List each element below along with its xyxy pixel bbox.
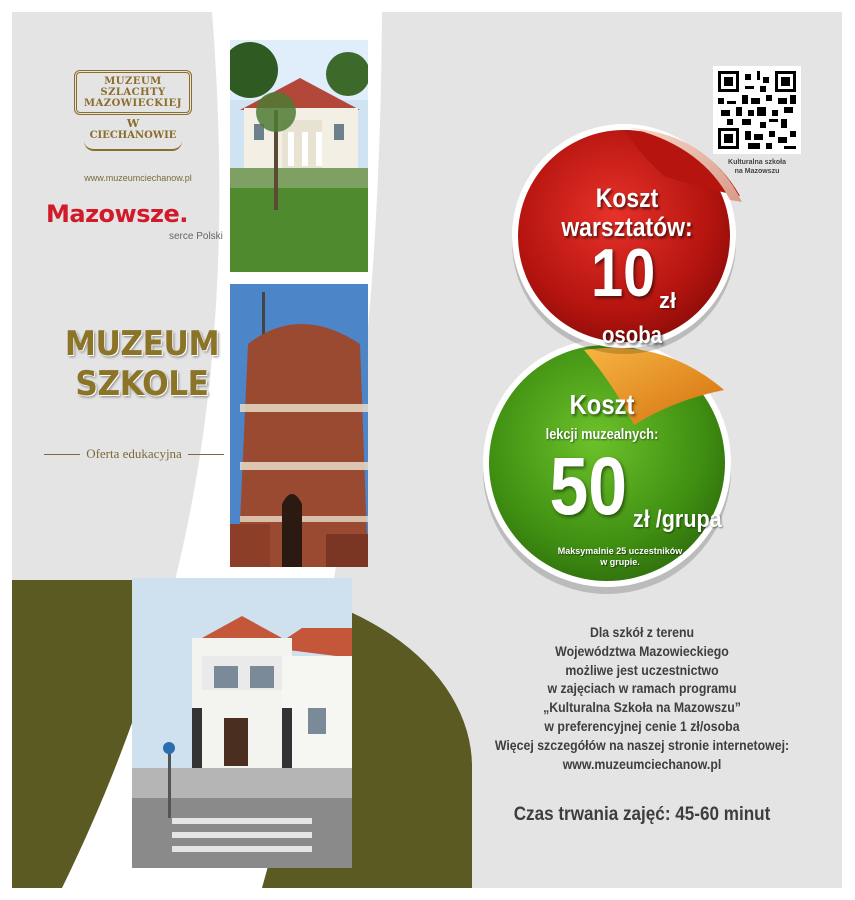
info-line: „Kulturalna Szkoła na Mazowszu” [543, 699, 741, 716]
mazowsze-logo [46, 200, 246, 242]
qr-label-line: na Mazowszu [734, 168, 780, 175]
lessons-unit: zł /grupa [632, 506, 722, 533]
lessons-price: 50 [549, 441, 627, 532]
manor-house-photo [230, 40, 368, 272]
museum-logo-city: CIECHANOWIE [89, 130, 177, 141]
subtitle-text: Oferta edukacyjna [86, 446, 182, 461]
mazowsze-logo-tagline: serce Polski [169, 231, 223, 242]
white-building-photo [132, 578, 352, 868]
castle-tower-photo [230, 284, 368, 567]
main-title [52, 324, 232, 404]
workshops-title-line: warsztatów: [561, 212, 693, 242]
museum-logo-line: SZLACHTY [100, 87, 166, 98]
title-line-2: SZKOLE [75, 364, 209, 404]
info-line: Dla szkół z terenu [589, 624, 695, 640]
qr-label-line: Kulturalna szkoła [728, 159, 786, 166]
title-line-1: MUZEUM [64, 324, 220, 364]
info-line: w zajęciach w ramach programu [547, 680, 737, 697]
workshops-price: 10 [590, 235, 656, 311]
museum-logo-line: MAZOWIECKIEJ [83, 98, 183, 109]
subtitle-rule-right [188, 454, 224, 455]
lessons-title: Koszt [569, 389, 635, 420]
info-website-link[interactable]: www.muzeumciechanow.pl [562, 755, 722, 772]
subtitle [44, 446, 224, 462]
workshops-title [542, 184, 712, 242]
workshops-per: osoba [601, 322, 663, 349]
info-line: Więcej szczegółów na naszej stronie internetowej: [494, 736, 790, 753]
lessons-note-line: w grupie. [600, 557, 640, 567]
museum-logo-line: MUZEUM [104, 76, 162, 87]
subtitle-rule-left [44, 454, 80, 455]
lessons-note-line: Maksymalnie 25 uczestników [557, 546, 683, 556]
museum-logo [74, 70, 192, 151]
duration-text: Czas trwania zajęć: 45-60 minut [513, 804, 771, 825]
workshops-unit: zł [659, 288, 677, 313]
mazowsze-logo-name: Mazowsze. [46, 200, 188, 228]
lessons-subtitle: lekcji muzealnych: [545, 426, 659, 443]
museum-logo-arc [84, 141, 182, 151]
museum-logo-w: W [126, 117, 140, 130]
museum-url[interactable]: www.muzeumciechanow.pl [84, 173, 192, 183]
workshops-title-line: Koszt [595, 183, 659, 213]
info-line: możliwe jest uczestnictwo [565, 661, 719, 678]
program-info [466, 623, 818, 773]
leaflet-panel [12, 12, 842, 888]
info-line: Województwa Mazowieckiego [555, 642, 729, 659]
lessons-note [530, 546, 710, 568]
info-line: w preferencyjnej cenie 1 zł/osoba [544, 717, 740, 734]
